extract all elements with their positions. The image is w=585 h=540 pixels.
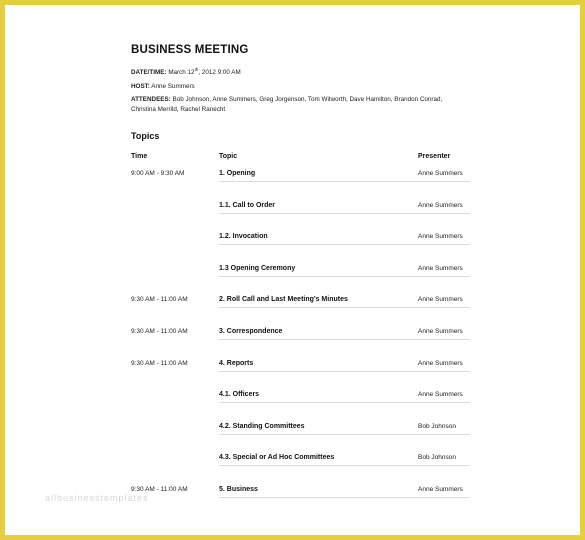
column-header-topic: Topic <box>219 153 238 160</box>
row-topic: 4.1. Officers <box>219 391 260 399</box>
meta-host <box>131 82 195 92</box>
table-row <box>131 486 476 498</box>
table-row <box>131 454 476 466</box>
row-divider <box>219 434 470 435</box>
row-presenter: Anne Summers <box>418 233 463 241</box>
watermark: allbusinesstemplates <box>45 493 149 503</box>
row-topic: 4.3. Special or Ad Hoc Committees <box>219 454 335 462</box>
row-time: 9:30 AM - 11:00 AM <box>131 296 188 304</box>
row-presenter: Anne Summers <box>418 359 463 367</box>
row-topic: 1.1. Call to Order <box>219 201 276 209</box>
table-row <box>131 265 476 277</box>
row-topic: 1.3 Opening Ceremony <box>219 264 296 272</box>
section-title: Topics <box>131 131 160 141</box>
date-label: DATE/TIME: <box>131 69 167 76</box>
row-topic: 1. Opening <box>219 170 256 177</box>
row-time: 9:00 AM - 9:30 AM <box>131 170 185 177</box>
attendees-value: Bob Johnson, Anne Summers, Greg Jorgenson, Tom Witworth, Dave Hamilton, Brandon Conrad, Christina Merrild, Rachel Ranecht <box>131 96 443 113</box>
table-row <box>131 202 476 214</box>
row-topic: 1.2. Invocation <box>219 233 268 241</box>
host-label: HOST: <box>131 83 150 90</box>
row-topic: 5. Business <box>219 486 258 493</box>
row-divider <box>219 244 470 245</box>
table-row <box>131 360 476 372</box>
row-divider <box>219 497 470 498</box>
column-header-presenter: Presenter <box>418 153 451 160</box>
table-row <box>131 391 476 403</box>
row-divider <box>219 371 470 372</box>
row-divider <box>219 276 470 277</box>
row-divider <box>219 465 470 466</box>
table-row <box>131 423 476 435</box>
row-divider <box>219 181 470 182</box>
row-time: 9:30 AM - 11:00 AM <box>131 486 188 493</box>
row-time: 9:30 AM - 11:00 AM <box>131 328 188 335</box>
attendees-label: ATTENDEES: <box>131 96 171 103</box>
row-presenter: Anne Summers <box>418 170 463 177</box>
table-row <box>131 328 476 340</box>
row-topic: 4.2. Standing Committees <box>219 422 305 430</box>
meta-attendees <box>131 95 451 115</box>
row-divider <box>219 402 470 403</box>
column-header-time: Time <box>131 153 148 160</box>
row-presenter: Anne Summers <box>418 296 463 304</box>
row-presenter: Anne Summers <box>418 328 463 335</box>
row-presenter: Anne Summers <box>418 264 463 272</box>
row-topic: 3. Correspondence <box>219 328 283 335</box>
row-divider <box>219 213 470 214</box>
table-row <box>131 233 476 245</box>
table-row <box>131 296 476 308</box>
row-topic: 4. Reports <box>219 359 254 367</box>
row-presenter: Anne Summers <box>418 486 463 493</box>
document-title: BUSINESS MEETING <box>131 44 249 56</box>
row-presenter: Anne Summers <box>418 391 463 399</box>
table-row <box>131 170 476 182</box>
row-time: 9:30 AM - 11:00 AM <box>131 359 188 367</box>
date-value: March 12th, 2012 9:00 AM <box>168 66 241 76</box>
row-presenter: Anne Summers <box>418 201 463 209</box>
row-topic: 2. Roll Call and Last Meeting’s Minutes <box>219 296 348 304</box>
host-value: Anne Summers <box>151 83 195 90</box>
row-divider <box>219 307 470 308</box>
row-presenter: Bob Johnson <box>418 422 456 430</box>
meta-date <box>131 68 241 78</box>
row-divider <box>219 339 470 340</box>
row-presenter: Bob Johnson <box>418 454 456 462</box>
